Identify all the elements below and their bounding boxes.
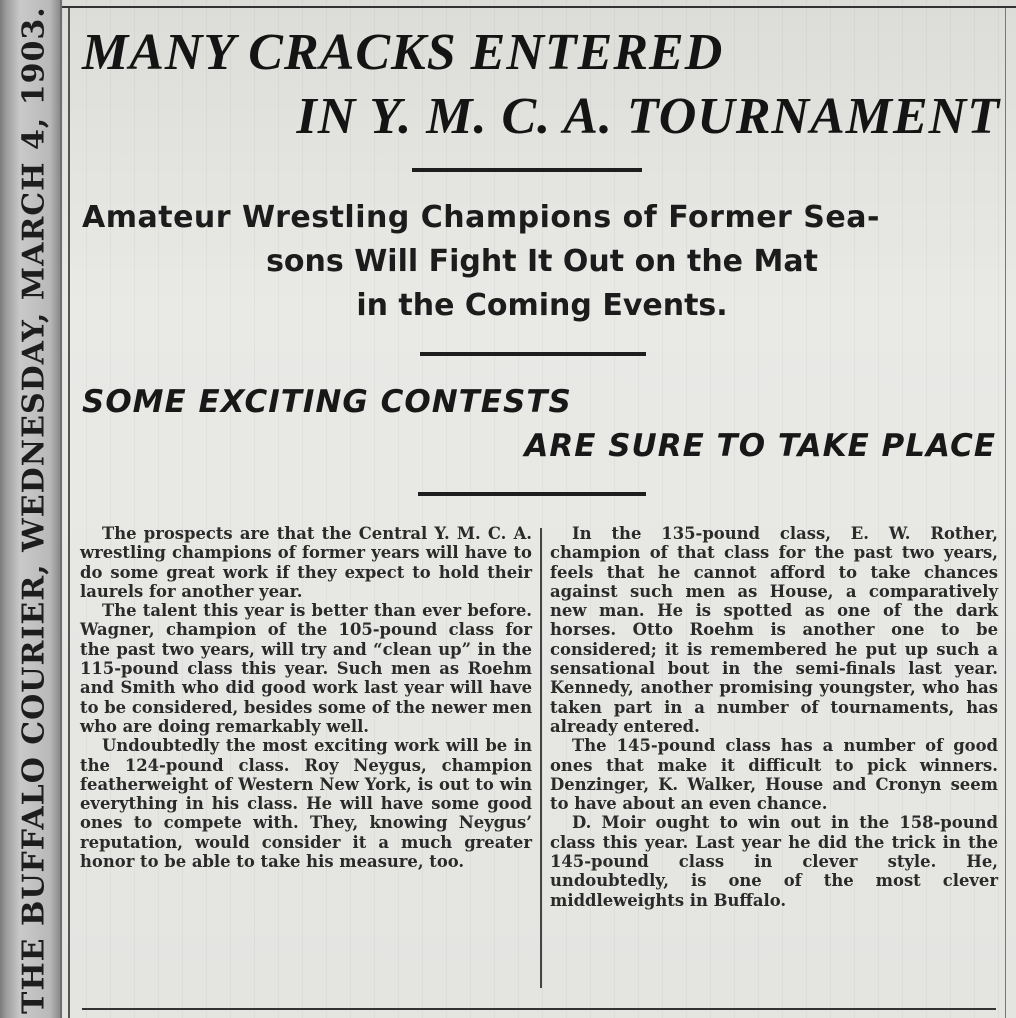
paragraph: The 145-pound class has a number of good ones that make it difficult to pick winners. Denzinger, K. Walker, House and Cronyn seem to have about an even chance. bbox=[550, 736, 998, 814]
deck-line-2: sons Will Fight It Out on the Mat bbox=[266, 244, 818, 279]
deck-line-3: in the Coming Events. bbox=[356, 288, 728, 323]
subhead-divider bbox=[418, 492, 646, 496]
newspaper-clipping bbox=[62, 0, 1016, 1018]
subhead-line-2: ARE SURE TO TAKE PLACE bbox=[524, 428, 996, 464]
paragraph: The prospects are that the Central Y. M. C. A. wrestling champions of former years will have to do some great work if they expect to hold their laurels for another year. bbox=[80, 524, 532, 601]
deck-line-1: Amateur Wrestling Champions of Former Sea- bbox=[82, 200, 880, 235]
headline-divider bbox=[412, 168, 642, 172]
paragraph: Undoubtedly the most exciting work will be in the 124-pound class. Roy Neygus, champion featherweight of Western New York, is out to win everything in his class. He will have some good ones to compete with. They, knowing Neygus’ reputation, would consider it a much greater honor to be able to take his measure, too. bbox=[80, 736, 532, 872]
paragraph: D. Moir ought to win out in the 158-pound class this year. Last year he did the trick in the 145-pound class in clever style. He, undoubtedly, is one of the most clever middleweights in Buffalo. bbox=[550, 813, 998, 910]
paragraph: The talent this year is better than ever before. Wagner, champion of the 105-pound class for the past two years, will try and “clean up” in the 115-pound class this year. Such men as Roehm and Smith who did good work last year will have to be considered, besides some of the newer men who are doing remarkably well. bbox=[80, 601, 532, 736]
right-rule bbox=[1005, 8, 1006, 1018]
column-rule bbox=[540, 528, 542, 988]
top-rule bbox=[62, 6, 1016, 8]
deck-headline bbox=[82, 196, 1002, 328]
left-rule bbox=[68, 8, 70, 1018]
deck-divider bbox=[420, 352, 646, 356]
headline-line-1: MANY CRACKS ENTERED bbox=[82, 24, 724, 81]
headline-line-2: IN Y. M. C. A. TOURNAMENT bbox=[296, 88, 1000, 145]
article-column-right bbox=[550, 524, 998, 910]
subhead-line-1: SOME EXCITING CONTESTS bbox=[82, 384, 572, 420]
dateline: THE BUFFALO COURIER, WEDNESDAY, MARCH 4, 1903. bbox=[16, 6, 52, 1014]
bottom-rule bbox=[82, 1008, 996, 1010]
paragraph: In the 135-pound class, E. W. Rother, champion of that class for the past two years, feels that he cannot afford to take chances against such men as House, a comparatively new man. He is spotted as one of the dark horses. Otto Roehm is another one to be considered; it is remembered he put up such a sensational bout in the semi-finals last year. Kennedy, another promising youngster, who has taken part in a number of tournaments, has already entered. bbox=[550, 524, 998, 736]
article-column-left bbox=[80, 524, 532, 871]
